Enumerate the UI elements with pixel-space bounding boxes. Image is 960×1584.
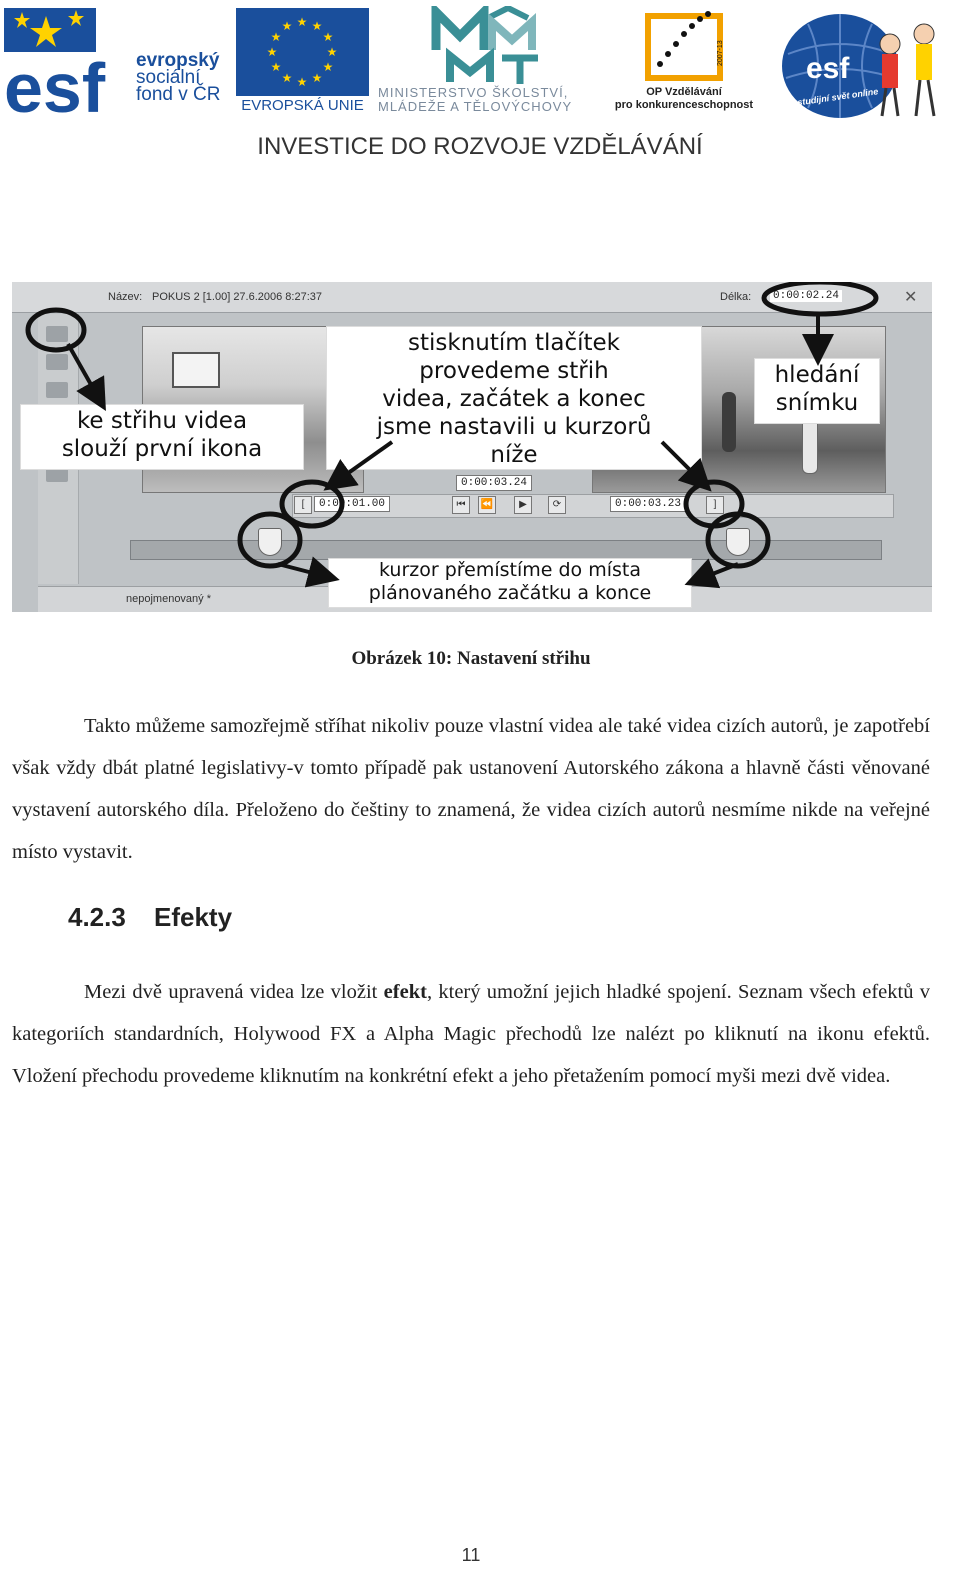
svg-text:★: ★ (270, 30, 282, 44)
callout-line: kurzor přemístíme do místa (378, 559, 642, 581)
logo-header (0, 0, 960, 160)
svg-text:★: ★ (311, 19, 323, 33)
esf-logo (4, 8, 132, 116)
duration-label: Délka: (720, 291, 752, 303)
paragraph-2 (12, 971, 930, 1097)
title-label: Název: (108, 291, 143, 303)
op-line-2: pro konkurenceschopnost (614, 99, 754, 111)
op-logo (638, 6, 730, 86)
svg-text:★: ★ (296, 15, 308, 29)
step-back-icon[interactable]: ⏪ (478, 496, 496, 514)
op-line-1: OP Vzdělávání (646, 86, 722, 98)
highlight-circle (764, 282, 876, 314)
section-title: Efekty (154, 902, 233, 932)
project-name: nepojmenovaný * (126, 593, 212, 605)
annotation-overlay (12, 282, 932, 612)
loop-icon[interactable]: ⟳ (548, 496, 566, 514)
esf-online-logo (778, 4, 946, 124)
esf-line-2: sociální (136, 67, 201, 88)
editor-screenshot (12, 282, 932, 612)
figure-caption: Obrázek 10: Nastavení střihu (351, 648, 591, 669)
esf-online-tagline: Můj studijní svět online (778, 86, 879, 110)
paragraph-2-bold: efekt (383, 981, 427, 1003)
mark-in-button[interactable]: [ (294, 496, 312, 514)
callout-line: stisknutím tlačítek (408, 330, 620, 356)
callout-line: videa, začátek a konec (382, 386, 646, 412)
go-start-icon[interactable]: ⏮ (452, 496, 470, 514)
msmt-line-1: MINISTERSTVO ŠKOLSTVÍ, (378, 85, 569, 100)
paragraph-2-before: Mezi dvě upravená videa lze vložit (84, 981, 384, 1003)
svg-text:esf: esf (4, 49, 106, 116)
annotation-arrow (330, 442, 392, 486)
eu-flag-icon (236, 8, 369, 96)
esf-line-3: fond v ČR (136, 84, 221, 105)
duration-value: 0:00:02.24 (770, 290, 842, 302)
callout-line: plánovaného začátku a konce (368, 582, 652, 604)
callout-line: hledání (774, 362, 860, 388)
esf-online-text: esf (806, 52, 850, 85)
paragraph-1-text: Takto můžeme samozřejmě stříhat nikoliv pouze vlastní videa ale také videa cizích autorů, je zapotřebí však vždy dbát platné legislativy-v tomto případě pak ustanovení Autorského zákona a hlavně části věnované vystavení autorského díla. Přeloženo do češtiny to znamená, že videa cizích autorů nesmíme nikde na veřejné místo vystavit. (12, 715, 930, 863)
svg-text:★: ★ (296, 75, 308, 89)
callout-line: ke střihu videa (76, 408, 248, 434)
close-icon[interactable]: ✕ (904, 289, 918, 306)
highlight-circle (240, 514, 300, 566)
title-value: POKUS 2 [1.00] 27.6.2006 8:27:37 (152, 291, 323, 303)
highlight-circle (708, 514, 768, 566)
svg-text:★: ★ (281, 71, 293, 85)
callout-line: snímku (775, 390, 859, 416)
msmt-line-2: MLÁDEŽE A TĚLOVÝCHOVY (378, 99, 573, 114)
eu-caption: EVROPSKÁ UNIE (241, 97, 364, 114)
svg-text:★: ★ (270, 60, 282, 74)
msmt-caption (378, 86, 572, 114)
callout-line: jsme nastavili u kurzorů (376, 414, 652, 440)
paragraph-1 (12, 705, 930, 873)
svg-text:★: ★ (281, 19, 293, 33)
end-time[interactable]: 0:00:03.23 (610, 496, 686, 512)
annotation-arrow (662, 442, 706, 486)
msmt-logo (430, 6, 546, 86)
svg-text:★: ★ (326, 45, 338, 59)
callout-line: provedeme střih (419, 358, 609, 384)
callout-line: slouží první ikona (61, 436, 263, 462)
highlight-circle (686, 482, 742, 526)
svg-text:★: ★ (311, 71, 323, 85)
mark-out-button[interactable]: ] (706, 496, 724, 514)
play-icon[interactable]: ▶ (514, 496, 532, 514)
op-caption (604, 86, 764, 112)
annotation-arrow (278, 564, 332, 578)
svg-text:★: ★ (322, 30, 334, 44)
svg-text:★: ★ (266, 45, 278, 59)
section-heading (68, 902, 232, 933)
op-badge: 2007-13 (717, 40, 724, 66)
esf-text (136, 52, 220, 103)
start-time[interactable]: 0:00:01.00 (314, 496, 390, 512)
section-number: 4.2.3 (68, 902, 126, 932)
highlight-circle (28, 310, 84, 350)
investice-slogan: INVESTICE DO ROZVOJE VZDĚLÁVÁNÍ (257, 133, 703, 160)
annotation-arrow (68, 344, 102, 404)
paragraph-2-after: , který umožní jejich hladké spojení. Seznam všech efektů v kategoriích standardních, Holywood FX a Alpha Magic přechodů lze nalézt po kliknutí na ikonu efektů. Vložení přechodu provedeme kliknutím na konkrétní efekt a jeho přetažením pomocí myši mezi dvě videa. (12, 981, 930, 1087)
svg-text:★: ★ (322, 60, 334, 74)
callout-line: níže (490, 442, 538, 468)
annotation-arrow (692, 564, 738, 582)
esf-line-1: evropský (136, 50, 220, 71)
page-number: 11 (461, 1545, 481, 1565)
current-time[interactable]: 0:00:03.24 (456, 475, 532, 491)
